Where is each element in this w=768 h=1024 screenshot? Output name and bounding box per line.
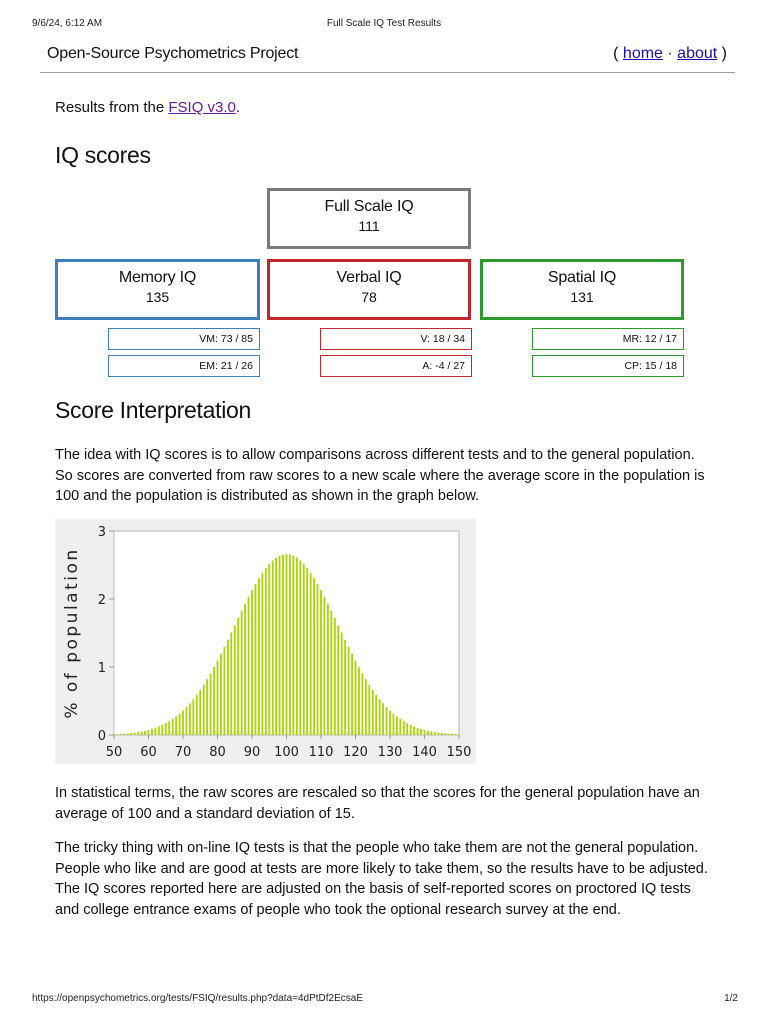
y-tick-label: 3 — [97, 525, 106, 540]
spatial-iq-box — [480, 259, 684, 320]
bar-136 — [410, 725, 412, 735]
bar-120 — [355, 661, 357, 735]
bar-143 — [434, 732, 436, 735]
x-tick-label: 150 — [446, 745, 472, 760]
bar-63 — [158, 726, 160, 735]
x-tick-label: 130 — [377, 745, 403, 760]
bar-73 — [192, 699, 194, 735]
bar-69 — [179, 714, 181, 735]
bar-128 — [382, 703, 384, 735]
bar-144 — [437, 733, 439, 735]
bar-76 — [203, 685, 205, 735]
bar-99 — [282, 555, 284, 735]
bar-114 — [334, 618, 336, 735]
subscore-v: V: 18 / 34 — [320, 328, 472, 350]
bar-62 — [155, 728, 157, 735]
bar-94 — [265, 568, 267, 735]
bar-93 — [261, 573, 263, 735]
site-nav — [613, 45, 727, 63]
fsiq-link[interactable]: FSIQ v3.0 — [168, 99, 236, 116]
bar-148 — [451, 734, 453, 735]
bar-51 — [117, 734, 119, 735]
x-tick-label: 100 — [274, 745, 299, 760]
bar-106 — [306, 568, 308, 735]
subscore-em: EM: 21 / 26 — [108, 355, 260, 377]
bar-122 — [362, 673, 364, 735]
bar-90 — [251, 590, 253, 735]
y-tick-label: 0 — [97, 729, 106, 744]
subscore-mr: MR: 12 / 17 — [532, 328, 684, 350]
bar-129 — [386, 707, 388, 735]
interpretation-paragraph-1: The idea with IQ scores is to allow comparisons across different tests and to the general population. So scores are converted from raw scores to a new scale where the average score in the population is 100 and the population is distributed as shown in the graph below. — [55, 447, 705, 504]
bar-88 — [244, 604, 246, 735]
bar-147 — [448, 734, 450, 735]
x-tick-label: 110 — [308, 745, 334, 760]
bar-124 — [368, 685, 370, 735]
full-scale-iq-title: Full Scale IQ — [324, 198, 414, 215]
verbal-iq-box — [267, 259, 471, 320]
bar-150 — [458, 734, 460, 735]
bar-110 — [320, 590, 322, 735]
site-title: Open-Source Psychometrics Project — [47, 45, 299, 62]
bar-113 — [330, 611, 332, 735]
bar-104 — [299, 560, 301, 735]
bar-77 — [206, 679, 208, 735]
bar-82 — [224, 647, 226, 735]
bar-115 — [337, 625, 339, 735]
intro-text — [55, 99, 240, 116]
bar-86 — [237, 618, 239, 735]
spatial-iq-title: Spatial IQ — [547, 269, 617, 286]
bar-135 — [406, 723, 408, 735]
x-tick-label: 90 — [243, 745, 261, 760]
bar-57 — [137, 732, 139, 735]
iq-distribution-chart — [55, 519, 476, 764]
bar-132 — [396, 716, 398, 735]
intro-suffix: . — [235, 99, 241, 116]
bar-67 — [172, 719, 174, 735]
verbal-iq-value: 78 — [361, 289, 377, 305]
print-header — [0, 18, 768, 32]
nav-open-paren: ( — [613, 45, 623, 62]
bar-101 — [289, 555, 291, 735]
bar-70 — [182, 711, 184, 735]
bar-65 — [165, 723, 167, 735]
nav-separator: · — [662, 45, 678, 62]
bar-109 — [317, 584, 319, 735]
bar-103 — [296, 558, 298, 735]
bar-58 — [141, 731, 143, 735]
bar-149 — [455, 734, 457, 735]
y-axis-label: % of population — [62, 547, 82, 719]
intro-prefix: Results from the — [55, 99, 169, 116]
spatial-iq-value: 131 — [570, 289, 594, 305]
bar-133 — [399, 719, 401, 735]
full-scale-iq-box — [267, 188, 471, 249]
bar-145 — [441, 733, 443, 735]
bar-116 — [341, 633, 343, 735]
bar-74 — [196, 695, 198, 735]
bar-108 — [313, 578, 315, 735]
bar-146 — [444, 733, 446, 735]
bar-72 — [189, 703, 191, 735]
bar-60 — [148, 730, 150, 735]
bar-89 — [248, 597, 250, 735]
bar-100 — [286, 554, 288, 735]
bar-138 — [417, 728, 419, 735]
bar-52 — [120, 734, 122, 735]
bar-130 — [389, 711, 391, 735]
bar-55 — [130, 733, 132, 735]
bar-97 — [275, 558, 277, 735]
verbal-iq-title: Verbal IQ — [336, 269, 402, 286]
print-url: https://openpsychometrics.org/tests/FSIQ/results.php?data=4dPtDf2EcsaE — [32, 993, 364, 1004]
bar-79 — [213, 667, 215, 735]
bar-59 — [144, 731, 146, 735]
bar-126 — [375, 695, 377, 735]
bar-83 — [227, 640, 229, 735]
bar-141 — [427, 731, 429, 735]
bar-137 — [413, 726, 415, 735]
interpretation-paragraph-2: In statistical terms, the raw scores are rescaled so that the scores for the general population have an average of 100 and a standard deviation of 15. — [55, 785, 700, 822]
bar-125 — [372, 690, 374, 735]
memory-iq-box — [55, 259, 260, 320]
about-link[interactable]: about — [677, 45, 718, 62]
bar-121 — [358, 667, 360, 735]
bar-71 — [186, 707, 188, 735]
bar-140 — [424, 730, 426, 735]
bar-112 — [327, 604, 329, 735]
bar-142 — [431, 731, 433, 735]
x-tick-label: 140 — [412, 745, 437, 760]
bar-54 — [127, 733, 129, 735]
print-title: Full Scale IQ Test Results — [326, 18, 442, 29]
bar-117 — [344, 640, 346, 735]
site-header — [40, 42, 735, 73]
x-tick-label: 60 — [140, 745, 157, 760]
memory-iq-title: Memory IQ — [118, 269, 197, 286]
bar-98 — [279, 556, 281, 735]
print-datetime: 9/6/24, 6:12 AM — [32, 18, 103, 29]
bar-139 — [420, 729, 422, 735]
nav-close-paren: ) — [717, 45, 727, 62]
bar-64 — [161, 725, 163, 735]
bar-111 — [324, 597, 326, 735]
bar-61 — [151, 729, 153, 735]
x-tick-label: 70 — [174, 745, 192, 760]
iq-scores-heading: IQ scores — [55, 142, 151, 168]
y-tick-label: 2 — [97, 593, 106, 608]
bar-134 — [403, 721, 405, 735]
bar-84 — [230, 633, 232, 735]
bar-107 — [310, 573, 312, 735]
bar-81 — [220, 654, 222, 735]
bar-102 — [293, 556, 295, 735]
bar-53 — [123, 734, 125, 735]
bar-92 — [258, 578, 260, 735]
bar-118 — [348, 647, 350, 735]
print-page-number: 1/2 — [724, 993, 738, 1004]
bar-85 — [234, 625, 236, 735]
x-tick-label: 50 — [105, 745, 123, 760]
memory-iq-value: 135 — [145, 289, 170, 305]
bar-105 — [303, 564, 305, 735]
subscore-a: A: -4 / 27 — [320, 355, 472, 377]
home-link[interactable]: home — [622, 45, 663, 62]
bar-68 — [175, 716, 177, 735]
bar-119 — [351, 654, 353, 735]
bar-87 — [241, 611, 243, 735]
bar-56 — [134, 733, 136, 735]
bar-127 — [379, 699, 381, 735]
y-tick-label: 1 — [97, 661, 106, 676]
subscore-cp: CP: 15 / 18 — [532, 355, 684, 377]
bar-78 — [210, 673, 212, 735]
bar-96 — [272, 560, 274, 735]
bar-91 — [255, 584, 257, 735]
bar-95 — [268, 564, 270, 735]
bar-131 — [393, 714, 395, 735]
x-tick-label: 80 — [209, 745, 226, 760]
bar-75 — [199, 690, 201, 735]
full-scale-iq-value: 111 — [358, 218, 380, 234]
bar-123 — [365, 679, 367, 735]
interpretation-paragraph-3: The tricky thing with on-line IQ tests is that the people who take them are not the general population. People who like and are good at tests are more likely to take them, so the results have to be adjusted. The IQ scores reported here are adjusted on the basis of self-reported scores on proctored IQ tests and college entrance exams of people who took the optional research survey at the end. — [55, 840, 708, 918]
bar-66 — [168, 721, 170, 735]
score-interpretation-heading: Score Interpretation — [55, 397, 252, 423]
bar-80 — [217, 661, 219, 735]
subscore-vm: VM: 73 / 85 — [108, 328, 260, 350]
x-tick-label: 120 — [343, 745, 368, 760]
print-footer — [0, 993, 768, 1007]
